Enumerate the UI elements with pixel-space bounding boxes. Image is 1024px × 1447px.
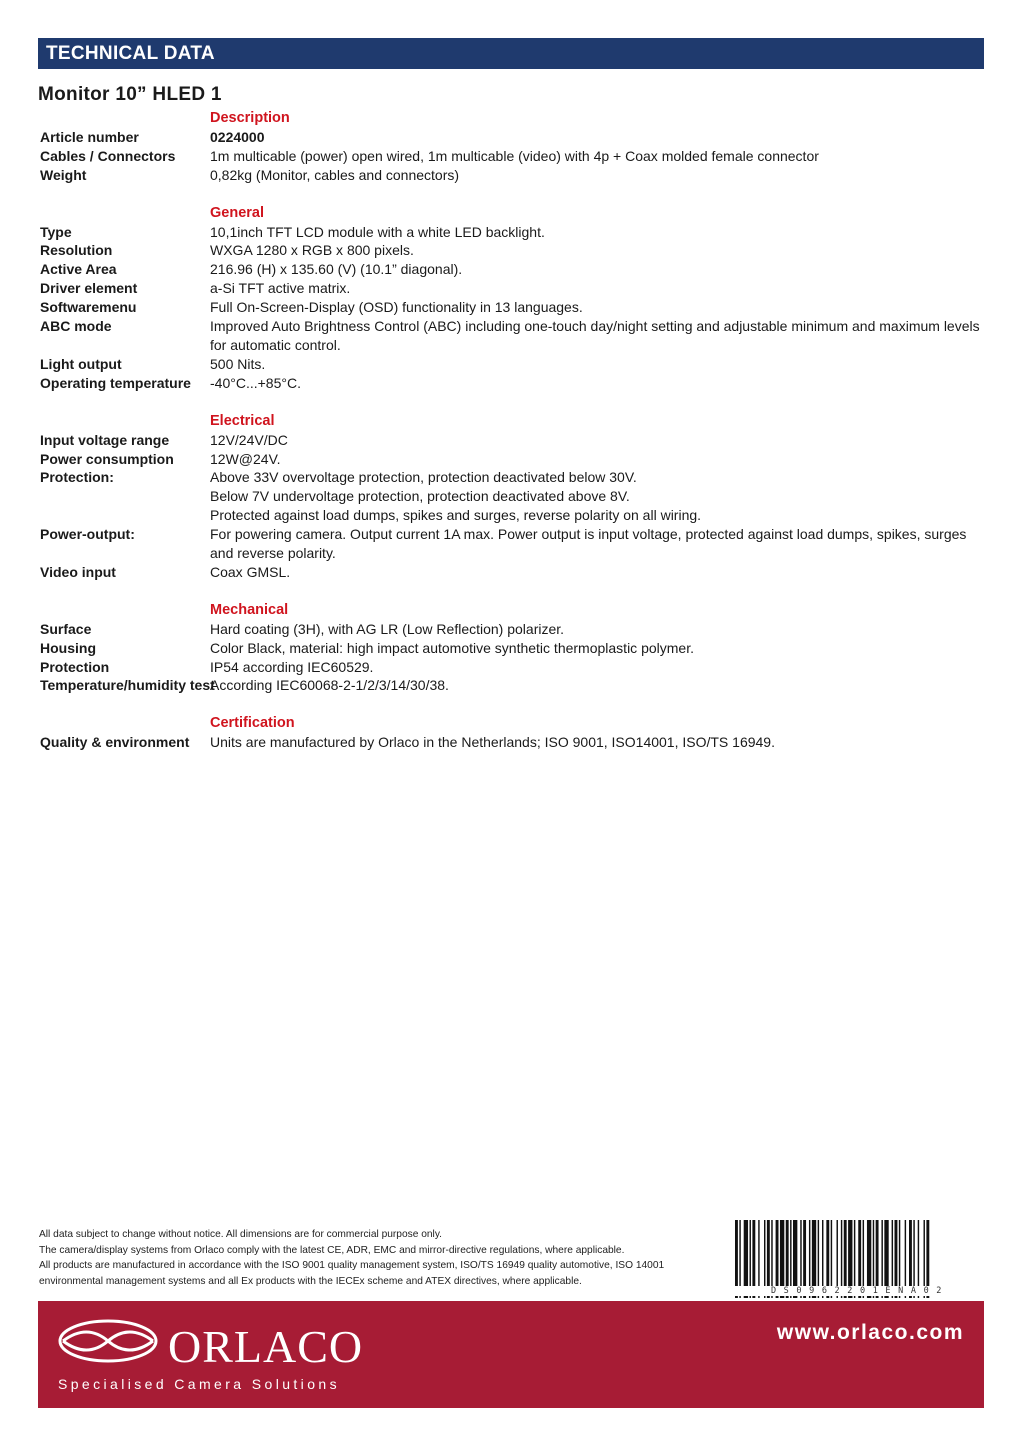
spec-label: Quality & environment [40, 734, 190, 751]
spec-row-light-output [40, 355, 990, 374]
spec-row-softwaremenu [40, 298, 990, 317]
spec-row-protection-ip [40, 658, 990, 677]
technical-data-header: TECHNICAL DATA [38, 38, 984, 69]
brand-name: ORLACO [168, 1321, 364, 1372]
spec-value: According IEC60068-2-1/2/3/14/30/38. [210, 677, 449, 694]
spec-label [40, 506, 210, 525]
spec-label: Surface [40, 620, 92, 637]
spec-row-driver-element [40, 279, 990, 298]
spec-label: Weight [40, 166, 87, 183]
spec-label: Cables / Connectors [40, 147, 176, 164]
spec-label: Active Area [40, 261, 117, 278]
website-link[interactable]: www.orlaco.com [776, 1321, 964, 1344]
spec-value: 12V/24V/DC [210, 431, 288, 448]
spec-value: 216.96 (H) x 135.60 (V) (10.1” diagonal). [210, 261, 463, 278]
spec-value: 1m multicable (power) open wired, 1m multicable (video) with 4p + Coax molded female connector [210, 147, 819, 164]
spec-value: 12W@24V. [210, 450, 281, 467]
section-heading-certification: Certification [210, 715, 295, 732]
disclaimer-line: All products are manufactured in accordance with the ISO 9001 quality management system, ISO/TS 16949 quality automotive, ISO 14001 [39, 1260, 665, 1271]
spec-label: Operating temperature [40, 374, 191, 391]
spec-table [40, 109, 990, 752]
spec-label: Temperature/humidity test [40, 677, 215, 694]
footer-bar [38, 1301, 984, 1408]
spec-value: 0,82kg (Monitor, cables and connectors) [210, 166, 460, 183]
orlaco-logo-icon [57, 1317, 159, 1365]
disclaimer-line: environmental management systems and all Ex products with the IECEx scheme and ATEX directives, where applicable. [39, 1275, 582, 1287]
spec-label: Driver element [40, 280, 138, 297]
spec-row-weight [40, 166, 990, 185]
spec-value: Hard coating (3H), with AG LR (Low Reflection) polarizer. [210, 620, 565, 637]
spec-value: 10,1inch TFT LCD module with a white LED backlight. [210, 223, 545, 240]
spec-label [40, 487, 210, 506]
section-heading-description: Description [210, 110, 290, 126]
section-heading-electrical: Electrical [210, 412, 275, 429]
product-title: Monitor 10” HLED 1 [38, 84, 222, 105]
spec-row-housing [40, 639, 990, 658]
spec-label: ABC mode [40, 318, 112, 335]
spec-row-cables [40, 147, 990, 166]
spec-value: a-Si TFT active matrix. [210, 280, 351, 297]
section-heading-general: General [210, 204, 264, 221]
spec-row-quality [40, 733, 990, 752]
barcode-caption: DS0962201ENA02 [735, 1286, 985, 1296]
spec-row-abc-mode [40, 317, 990, 355]
spec-row-video-input [40, 563, 990, 582]
spec-row-power-consumption [40, 450, 990, 469]
spec-label: Video input [40, 563, 116, 580]
spec-row-protection-cont [40, 506, 990, 525]
spec-row-protection-cont [40, 487, 990, 506]
disclaimer-line: All data subject to change without notice. All dimensions are for commercial purpose only. [39, 1229, 442, 1240]
spec-value: Below 7V undervoltage protection, protection deactivated above 8V. [210, 488, 630, 505]
spec-value: Improved Auto Brightness Control (ABC) including one-touch day/night setting and adjustable minimum and maximum levels for automatic control. [210, 318, 980, 353]
spec-label: Power consumption [40, 450, 174, 467]
spec-row-temperature-humidity [40, 676, 990, 695]
spec-row-power-output [40, 525, 990, 563]
spec-value: 0224000 [210, 128, 265, 145]
section-heading-mechanical: Mechanical [210, 601, 289, 618]
spec-value: Coax GMSL. [210, 563, 291, 580]
spec-label: Protection: [40, 469, 114, 486]
spec-label: Softwaremenu [40, 299, 137, 316]
spec-value: Color Black, material: high impact automotive synthetic thermoplastic polymer. [210, 639, 694, 656]
spec-label: Type [40, 223, 72, 240]
spec-label: Housing [40, 639, 96, 656]
disclaimer-line: The camera/display systems from Orlaco comply with the latest CE, ADR, EMC and mirror-directive regulations, where applicable. [39, 1244, 625, 1256]
spec-label: Article number [40, 128, 139, 145]
spec-label: Power-output: [40, 526, 135, 543]
spec-row-protection [40, 468, 990, 487]
spec-value: Units are manufactured by Orlaco in the Netherlands; ISO 9001, ISO14001, ISO/TS 16949. [210, 734, 775, 751]
spec-row-active-area [40, 260, 990, 279]
spec-row-resolution [40, 241, 990, 260]
spec-value: Full On-Screen-Display (OSD) functionality in 13 languages. [210, 299, 583, 316]
spec-value: Above 33V overvoltage protection, protection deactivated below 30V. [210, 469, 637, 486]
spec-value: For powering camera. Output current 1A max. Power output is input voltage, protected against load dumps, spikes, surges and reverse polarity. [210, 526, 967, 562]
spec-value: -40°C...+85°C. [210, 374, 301, 391]
spec-label: Light output [40, 355, 122, 372]
spec-value: IP54 according IEC60529. [210, 658, 374, 675]
spec-row-input-voltage [40, 431, 990, 450]
spec-label: Protection [40, 658, 110, 675]
spec-value: 500 Nits. [210, 355, 266, 372]
brand-tagline: Specialised Camera Solutions [58, 1376, 340, 1392]
disclaimer [39, 1227, 719, 1289]
spec-label: Resolution [40, 242, 113, 259]
spec-row-type [40, 223, 990, 242]
spec-row-surface [40, 620, 990, 639]
spec-value: WXGA 1280 x RGB x 800 pixels. [210, 242, 414, 259]
spec-row-article-number [40, 128, 990, 147]
spec-value: Protected against load dumps, spikes and surges, reverse polarity on all wiring. [210, 507, 702, 524]
spec-label: Input voltage range [40, 431, 170, 448]
spec-row-operating-temperature [40, 374, 990, 393]
